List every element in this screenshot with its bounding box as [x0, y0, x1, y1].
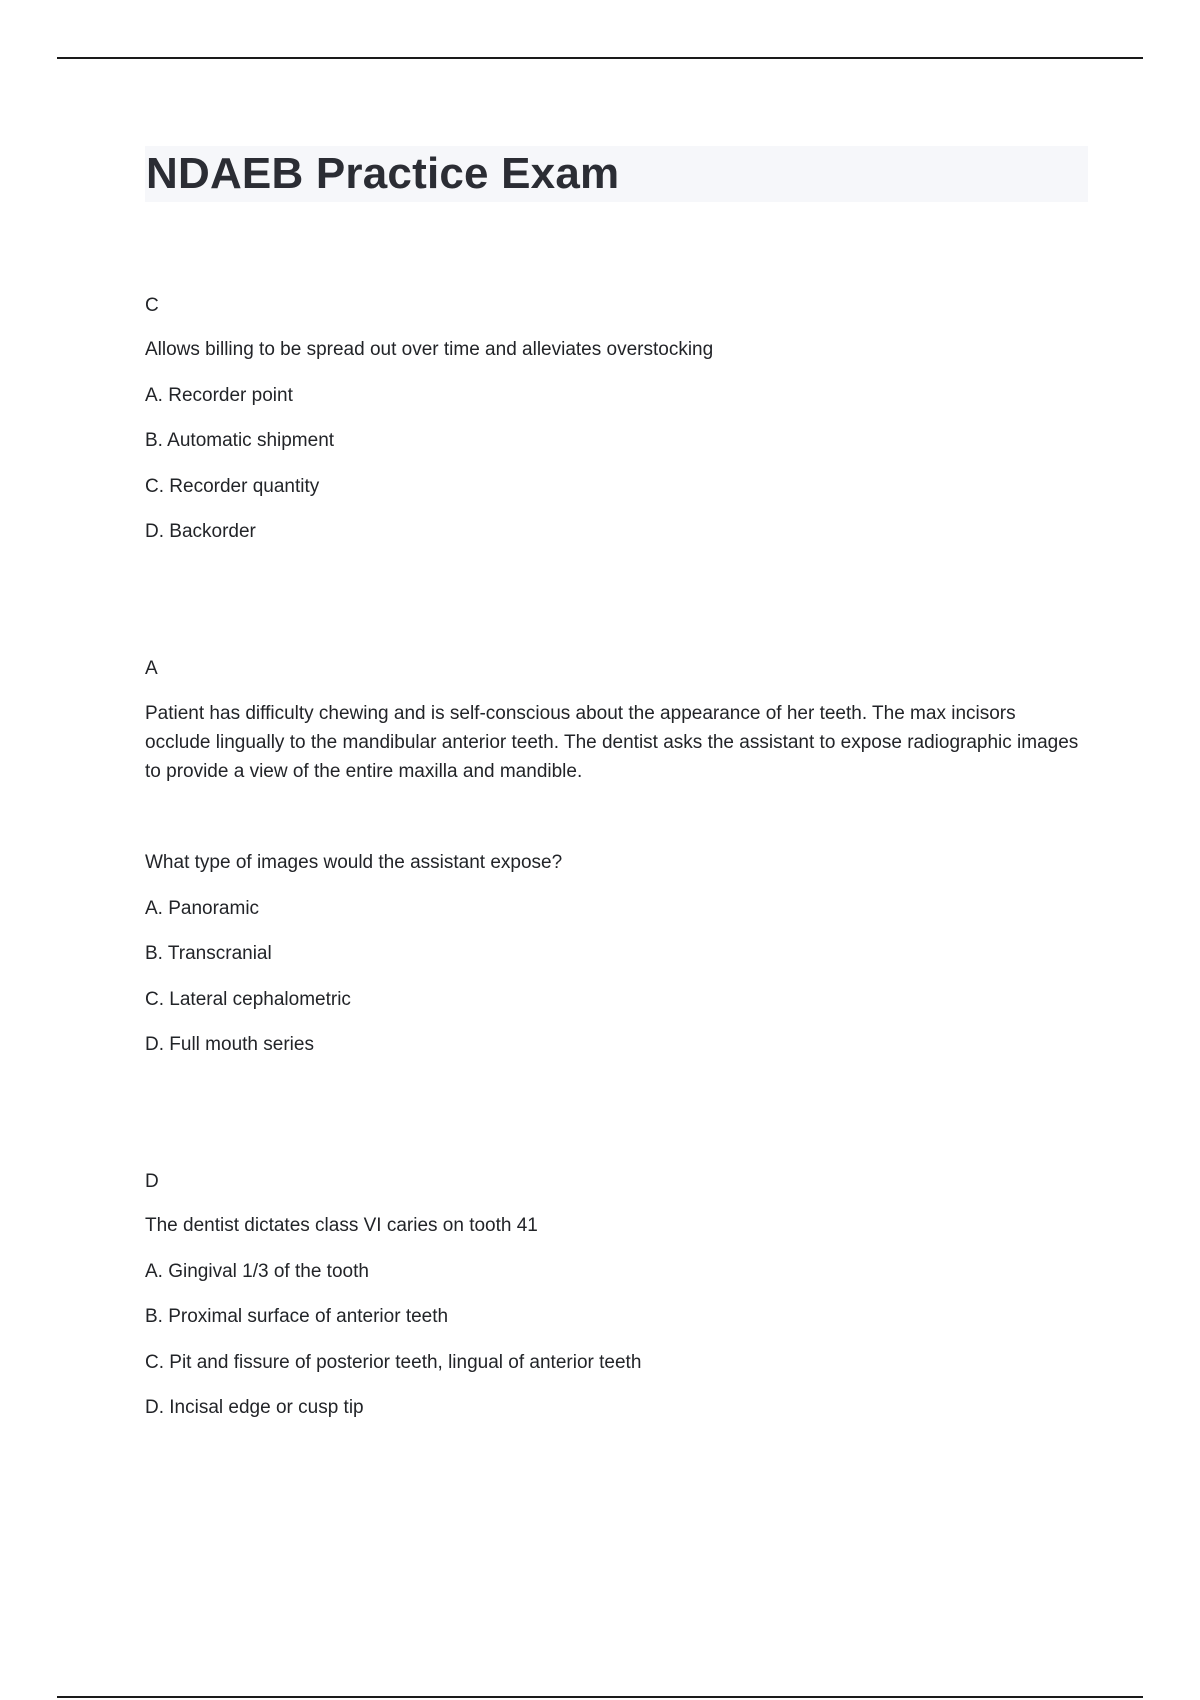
option-1d: D. Backorder	[145, 521, 256, 542]
option-2b: B. Transcranial	[145, 943, 272, 964]
bottom-rule	[57, 1696, 1143, 1698]
option-2c: C. Lateral cephalometric	[145, 989, 351, 1010]
option-2a: A. Panoramic	[145, 898, 260, 919]
question-prompt-2: What type of images would the assistant expose?	[145, 852, 563, 873]
option-1c: C. Recorder quantity	[145, 476, 320, 497]
answer-key-1: C	[145, 295, 159, 316]
answer-key-3: D	[145, 1171, 159, 1192]
option-3a: A. Gingival 1/3 of the tooth	[145, 1261, 369, 1282]
option-1a: A. Recorder point	[145, 385, 293, 406]
page-title: NDAEB Practice Exam	[146, 149, 620, 198]
question-prompt-3: The dentist dictates class VI caries on tooth 41	[145, 1215, 538, 1236]
option-3c: C. Pit and fissure of posterior teeth, lingual of anterior teeth	[145, 1352, 642, 1373]
option-3b: B. Proximal surface of anterior teeth	[145, 1306, 449, 1327]
answer-key-2: A	[145, 658, 158, 679]
top-rule	[57, 57, 1143, 59]
option-2d: D. Full mouth series	[145, 1034, 314, 1055]
option-3d: D. Incisal edge or cusp tip	[145, 1397, 364, 1418]
question-prompt-1: Allows billing to be spread out over time and alleviates overstocking	[145, 339, 714, 360]
option-1b: B. Automatic shipment	[145, 430, 335, 451]
question-scenario-2: Patient has difficulty chewing and is self-conscious about the appearance of her teeth. The max incisors occlude lingually to the mandibular anterior teeth. The dentist asks the assistant to expose radiographic images to provide a view of the entire maxilla and mandible.	[145, 703, 1079, 782]
